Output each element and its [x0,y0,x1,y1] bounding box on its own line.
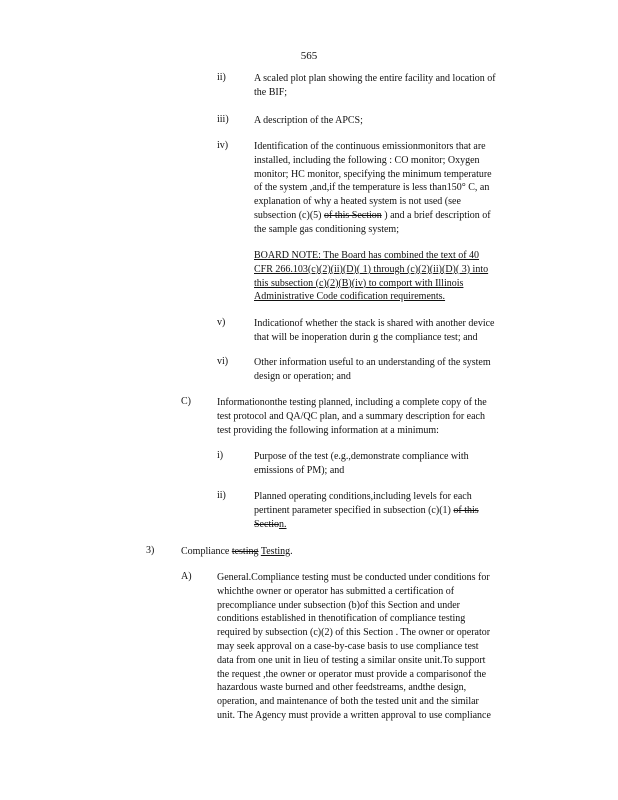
text-line: A scaled plot plan showing the entire facility and location of [254,73,496,84]
text-line [254,504,539,518]
text-line: this subsection (c)(2)(B)(iv) to comport with Illinois [254,277,464,289]
text-line: unit. The Agency must provide a written approval to use compliance [217,709,491,721]
text-line: Administrative Code codification requirements. [254,291,446,303]
item-marker-C: C) [181,396,191,407]
text-segment: pertinent parameter specified in subsection (c)(1) [254,504,451,516]
struck-text: Sectio [254,518,279,530]
text-line: monitor; HC monitor, specifying the minimum temperature [254,168,492,180]
text-line: emissions of PM); and [254,464,345,476]
text-line: the BIF; [254,86,288,98]
board-note [254,249,539,304]
item-marker-vi: vi) [217,356,229,367]
text-line: whichthe owner or operator has submitted a certification of [217,585,455,597]
item-3-text [181,545,501,559]
inserted-text: Testing [260,546,291,557]
item-marker-C-ii: ii) [217,490,226,501]
text-line: may seek approval on a case-by-case basis to use compliance test [217,640,479,652]
text-line: the request ,the owner or operator must provide a comparisonof the [217,668,487,680]
item-marker-A: A) [181,571,192,582]
item-ii-text [254,72,539,100]
struck-text: testing [231,546,259,557]
item-C-text [217,396,539,437]
item-vi-text [254,356,539,384]
page-number: 565 [300,50,318,62]
text-line: precompliance under subsection (b)of this Section and under [217,599,460,611]
text-line: explanation of why a heated system is not used (see [254,196,461,208]
text-line: that will be inoperation durin g the compliance test; and [254,331,478,343]
item-C-i-text [254,450,539,478]
text-line: installed, including the following : CO monitor; Oxygen [254,154,480,166]
text-segment: Compliance [181,546,232,557]
item-iv-text [254,140,539,237]
text-line: A description of the APCS; [254,115,363,126]
text-line [254,518,539,532]
struck-text: of this [453,504,479,516]
text-line: CFR 266.103(c)(2)(ii)(D)( 1) through (c)(2)(ii)(D)( 3) into [254,263,489,275]
text-line: Planned operating conditions,including levels for each [254,491,472,502]
item-A-text [217,571,539,723]
text-line: BOARD NOTE: The Board has combined the text of 40 [254,250,480,261]
text-line: hazardous waste burned and other feedstreams, andthe design, [217,682,467,694]
item-marker-3: 3) [146,545,155,556]
text-line: Identification of the continuous emissionmonitors that are [254,141,486,152]
text-line: operation, and maintenance of both the tested unit and the similar [217,696,479,708]
text-line: test protocol and QA/QC plan, and a summary description for each [217,410,485,422]
text-line: Informationonthe testing planned, including a complete copy of the [217,397,487,408]
text-segment: . [290,546,293,557]
text-line: Indicationof whether the stack is shared with another device [254,318,495,329]
inserted-text: n. [279,518,287,530]
text-segment: ) and a brief description of [384,209,491,221]
text-line: General.Compliance testing must be conducted under conditions for [217,572,490,583]
text-line: data from one unit in lieu of testing a similar onsite unit.To support [217,654,486,666]
text-line [254,209,539,223]
text-line: Other information useful to an understanding of the system [254,357,491,368]
item-iii-text [254,114,539,128]
text-line: Purpose of the test (e.g.,demonstrate compliance with [254,451,469,462]
text-line: design or operation; and [254,370,351,382]
struck-text: of this Section [323,209,382,221]
item-marker-iii: iii) [217,114,229,125]
item-marker-C-i: i) [217,450,224,461]
item-marker-ii: ii) [217,72,226,83]
text-line: the sample gas conditioning system; [254,223,399,235]
text-segment: subsection (c)(5) [254,209,322,221]
text-line: required by subsection (c)(2) of this Section . The owner or operator [217,627,491,639]
item-marker-iv: iv) [217,140,229,151]
text-line: conditions established in thenotification of compliance testing [217,613,466,625]
text-line: of the system ,and,if the temperature is less than150° C, an [254,182,490,194]
item-C-ii-text [254,490,539,531]
text-line: test providing the following information at a minimum: [217,424,439,436]
item-marker-v: v) [217,317,226,328]
item-v-text [254,317,539,345]
